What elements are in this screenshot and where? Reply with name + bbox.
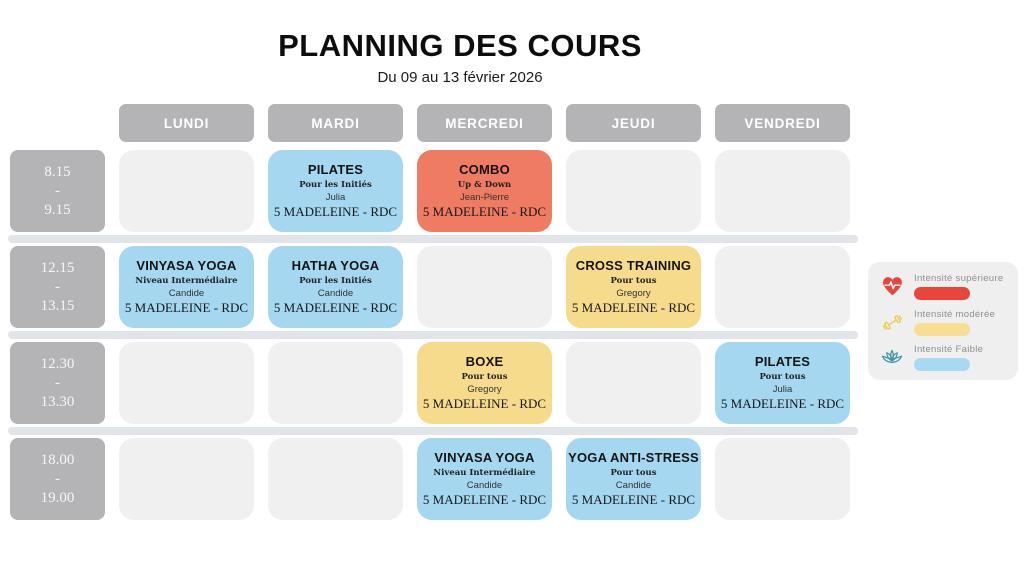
course-location: 5 MADELEINE - RDC	[422, 204, 547, 219]
course-coach: Julia	[325, 192, 346, 203]
time-slot-text: -	[55, 182, 60, 199]
course-level: Up & Down	[457, 180, 512, 190]
course-level: Niveau Intermédiaire	[135, 276, 238, 286]
course-level: Pour tous	[461, 372, 508, 382]
day-header-label: MERCREDI	[445, 115, 524, 131]
legend-label: Intensité modérée	[914, 308, 996, 320]
course-level: Pour les Initiés	[299, 180, 372, 190]
row-divider	[8, 235, 858, 243]
time-slot-text: 12.30	[40, 355, 75, 372]
intensity-legend	[868, 262, 1018, 380]
empty-slot-cell	[268, 342, 403, 424]
time-slot-cell	[10, 438, 105, 520]
course-title: PILATES	[307, 162, 364, 177]
empty-slot-cell	[715, 438, 850, 520]
legend-item	[880, 309, 1008, 336]
legend-label: Intensité supérieure	[914, 273, 1004, 284]
time-slot-cell	[10, 342, 105, 424]
course-title: PILATES	[754, 354, 811, 369]
time-slot-text: 18.00	[40, 451, 75, 468]
empty-slot-cell	[119, 150, 254, 232]
time-slot-text: -	[55, 470, 60, 487]
day-header-lundi	[119, 104, 254, 142]
time-slot-text: -	[55, 278, 60, 295]
course-coach: Candide	[317, 288, 354, 299]
empty-slot-cell	[417, 246, 552, 328]
course-level: Pour tous	[759, 372, 806, 382]
day-header-row	[10, 104, 858, 142]
course-title: YOGA ANTI-STRESS	[568, 450, 699, 465]
course-coach: Candide	[615, 480, 652, 491]
course-location: 5 MADELEINE - RDC	[422, 492, 547, 507]
schedule-row	[10, 438, 858, 520]
page-subtitle: Du 09 au 13 février 2026	[377, 69, 543, 86]
legend-entry	[914, 309, 995, 336]
course-title: COMBO	[459, 162, 510, 177]
legend-entry	[914, 273, 1003, 300]
course-title: CROSS TRAINING	[575, 258, 692, 273]
legend-item	[880, 344, 1008, 371]
legend-color-pill	[914, 358, 970, 371]
course-level: Pour tous	[610, 276, 657, 286]
page-title: PLANNING DES COURS	[278, 28, 642, 63]
course-title: HATHA YOGA	[291, 258, 380, 273]
course-title: BOXE	[465, 354, 504, 369]
empty-slot-cell	[566, 342, 701, 424]
time-slot-text: 9.15	[44, 201, 71, 218]
day-header-vendredi	[715, 104, 850, 142]
time-slot-text: 8.15	[44, 163, 71, 180]
course-level: Niveau Intermédiaire	[433, 468, 536, 478]
row-divider	[8, 427, 858, 435]
legend-color-pill	[914, 323, 970, 336]
heart-pulse-icon	[880, 275, 904, 299]
dumbbell-icon	[880, 310, 904, 334]
course-location: 5 MADELEINE - RDC	[571, 492, 696, 507]
course-location: 5 MADELEINE - RDC	[571, 300, 696, 315]
empty-slot-cell	[268, 438, 403, 520]
empty-slot-cell	[119, 342, 254, 424]
course-level: Pour les Initiés	[299, 276, 372, 286]
day-header-label: LUNDI	[163, 115, 210, 131]
time-slot-text: 13.30	[40, 393, 75, 410]
schedule-row	[10, 150, 858, 232]
course-coach: Gregory	[467, 384, 502, 395]
schedule-grid	[10, 104, 858, 520]
empty-slot-cell	[715, 150, 850, 232]
course-coach: Candide	[466, 480, 503, 491]
course-cell-yoga-anti-stress	[566, 438, 701, 520]
day-header-mercredi	[417, 104, 552, 142]
time-slot-text: 13.15	[40, 297, 75, 314]
course-location: 5 MADELEINE - RDC	[124, 300, 249, 315]
course-cell-vinyasa-yoga	[417, 438, 552, 520]
day-header-jeudi	[566, 104, 701, 142]
course-cell-pilates	[268, 150, 403, 232]
legend-entry	[914, 344, 983, 371]
lotus-icon	[880, 346, 904, 370]
day-header-mardi	[268, 104, 403, 142]
course-cell-pilates	[715, 342, 850, 424]
time-slot-text: -	[55, 374, 60, 391]
day-header-label: VENDREDI	[744, 115, 821, 131]
course-cell-combo	[417, 150, 552, 232]
time-slot-cell	[10, 150, 105, 232]
course-title: VINYASA YOGA	[434, 450, 535, 465]
legend-color-pill	[914, 287, 970, 300]
course-cell-vinyasa-yoga	[119, 246, 254, 328]
schedule-row	[10, 342, 858, 424]
course-title: VINYASA YOGA	[136, 258, 237, 273]
course-coach: Gregory	[616, 288, 651, 299]
legend-label: Intensité Faible	[914, 344, 984, 355]
empty-slot-cell	[119, 438, 254, 520]
course-cell-hatha-yoga	[268, 246, 403, 328]
time-slot-text: 19.00	[40, 489, 75, 506]
schedule-row	[10, 246, 858, 328]
course-location: 5 MADELEINE - RDC	[720, 396, 845, 411]
day-header-label: MARDI	[311, 115, 360, 131]
grid-corner-spacer	[10, 104, 105, 142]
course-location: 5 MADELEINE - RDC	[273, 300, 398, 315]
course-level: Pour tous	[610, 468, 657, 478]
course-coach: Candide	[168, 288, 205, 299]
legend-item	[880, 273, 1008, 300]
empty-slot-cell	[566, 150, 701, 232]
course-coach: Jean-Pierre	[459, 192, 510, 203]
course-location: 5 MADELEINE - RDC	[273, 204, 398, 219]
time-slot-cell	[10, 246, 105, 328]
row-divider	[8, 331, 858, 339]
day-header-label: JEUDI	[611, 115, 656, 131]
course-coach: Julia	[772, 384, 793, 395]
course-cell-boxe	[417, 342, 552, 424]
course-cell-cross-training	[566, 246, 701, 328]
course-location: 5 MADELEINE - RDC	[422, 396, 547, 411]
time-slot-text: 12.15	[40, 259, 75, 276]
empty-slot-cell	[715, 246, 850, 328]
